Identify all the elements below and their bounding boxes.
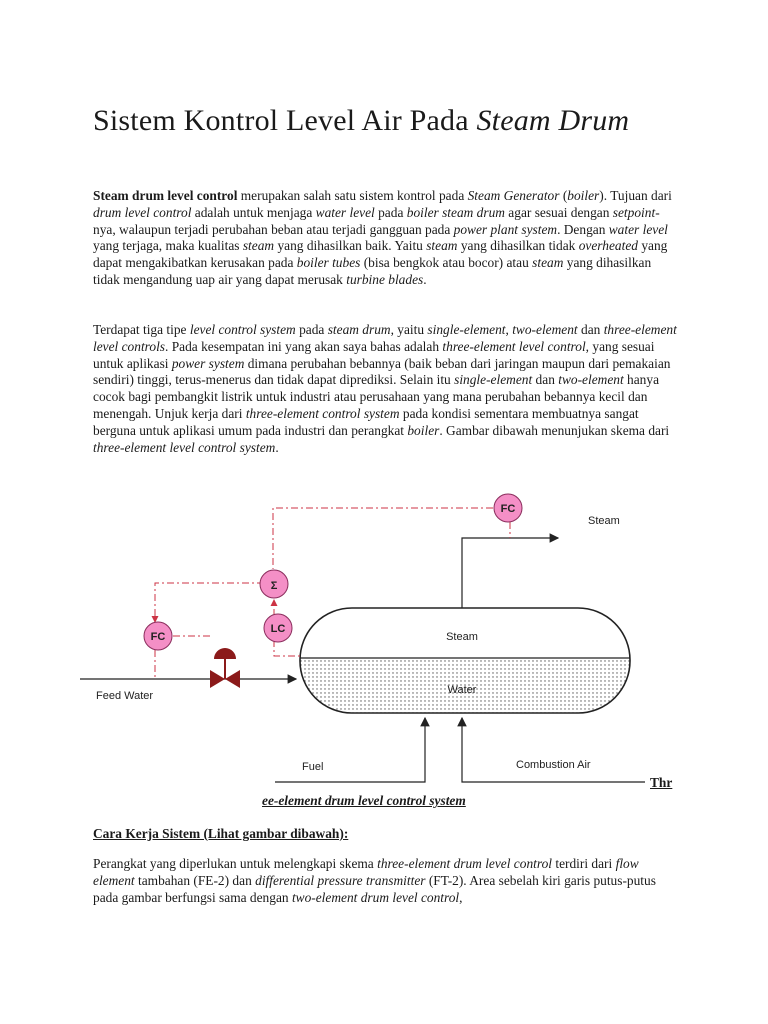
text-run: water level xyxy=(315,204,375,220)
fc-top-instrument xyxy=(494,494,522,522)
drum-water-label: Water xyxy=(447,684,477,696)
fc-left-label: FC xyxy=(150,631,166,643)
title-italic-text: Steam Drum xyxy=(476,104,630,137)
text-run: yang dihasilkan baik. Yaitu xyxy=(274,238,427,254)
text-run: two-element drum level control xyxy=(291,889,460,905)
text-run: water level xyxy=(608,221,668,237)
text-run: dimana perubahan bebannya (baik beban dari jaringan maupun dari pemakaian sendiri) tinggi, terus-menerus dan tidak dapat diprediksi. Selain itu xyxy=(93,355,671,388)
text-run: yang dapat mengakibatkan kerusakan pada xyxy=(93,238,668,271)
paragraph-intro xyxy=(93,188,678,289)
combustion-air-label: Combustion Air xyxy=(516,759,591,771)
steam-outlet-line xyxy=(462,515,620,608)
text-run: dan xyxy=(532,372,559,388)
three-element-control-diagram xyxy=(80,488,660,788)
text-run: single-element xyxy=(454,372,533,388)
text-run: (bisa bengkok atau bocor) atau xyxy=(360,255,533,271)
caption-part1: Thr xyxy=(650,775,673,790)
paragraph-types xyxy=(93,322,678,456)
paragraph-equipment xyxy=(93,856,678,906)
text-run: -nya, walaupun terjadi perubahan beban atau terjadi gangguan pada xyxy=(93,204,660,237)
feed-water-label: Feed Water xyxy=(96,690,154,702)
text-run: hanya cocok bagi pembangkit listrik untuk industri atau perusahaan yang mana perubahan bebannya kecil dan menengah. Unjuk kerja dari xyxy=(93,372,660,421)
control-valve-icon xyxy=(210,648,240,688)
text-run: (FT-2). Area sebelah kiri garis putus-putus pada gambar berfungsi sama dengan xyxy=(93,872,656,905)
text-run: boiler xyxy=(567,188,600,203)
text-run: yang dihasilkan tidak mengandung uap air yang dapat merusak xyxy=(93,255,652,287)
text-run: . Gambar dibawah menunjukan skema dari xyxy=(439,422,670,438)
text-run: adalah untuk menjaga xyxy=(191,204,316,220)
text-run: Terdapat tiga tipe xyxy=(93,322,190,337)
text-run: three-element level control system xyxy=(93,439,276,455)
text-run: tambahan (FE-2) dan xyxy=(134,872,256,888)
text-run: . xyxy=(423,271,427,287)
fuel-label: Fuel xyxy=(302,761,324,773)
text-run: three-element control system xyxy=(245,405,400,421)
text-run: , yaitu xyxy=(390,322,428,337)
text-run: single-element xyxy=(427,322,506,337)
text-run: steam xyxy=(242,238,275,254)
text-run: three-element drum level control xyxy=(377,856,552,871)
text-run: Perangkat yang diperlukan untuk melengkapi skema xyxy=(93,856,378,871)
text-run: dan xyxy=(577,322,604,337)
fc-top-label: FC xyxy=(500,503,516,515)
text-run: overheated xyxy=(578,238,638,254)
text-run: Steam Generator xyxy=(467,188,560,203)
summer-label: Σ xyxy=(270,580,278,592)
text-run: power plant system xyxy=(453,221,558,237)
text-run: ( xyxy=(559,188,568,203)
summer-instrument xyxy=(260,570,288,598)
section-heading: Cara Kerja Sistem (Lihat gambar dibawah): xyxy=(93,826,349,841)
lc-label: LC xyxy=(270,623,286,635)
text-run: flow element xyxy=(93,856,639,888)
text-run: level control system xyxy=(189,322,296,337)
text-run: steam xyxy=(426,238,458,254)
text-run: steam xyxy=(532,255,564,271)
text-run: turbine blades xyxy=(346,271,424,287)
drum-steam-label: Steam xyxy=(446,631,478,643)
text-run: two-element xyxy=(558,372,624,388)
steam-drum xyxy=(280,608,650,728)
text-run: merupakan salah satu sistem kontrol pada xyxy=(237,188,468,203)
combustion-air-line xyxy=(462,718,645,782)
text-run: steam drum xyxy=(327,322,391,337)
text-run: three-element level controls xyxy=(93,322,677,354)
text-run: yang dihasilkan tidak xyxy=(457,238,579,254)
text-run: . xyxy=(275,439,279,455)
text-run: boiler xyxy=(407,422,440,438)
lc-instrument xyxy=(264,614,292,642)
caption-part2: ee-element drum level control system xyxy=(262,793,466,808)
text-run: two-element xyxy=(512,322,578,337)
text-run: pada kondisi sementara membuatnya sangat berguna untuk aplikasi umum pada industri dan perangkat xyxy=(93,405,639,438)
feed-water-line xyxy=(80,679,296,702)
text-run: , yang sesuai untuk aplikasi xyxy=(93,338,655,371)
text-run: agar sesuai dengan xyxy=(504,204,613,220)
text-run: . Dengan xyxy=(557,221,609,237)
text-run: yang terjaga, maka kualitas xyxy=(93,238,243,254)
text-run: power system xyxy=(171,355,245,371)
text-run: . Pada kesempatan ini yang akan saya bahas adalah xyxy=(165,338,443,354)
text-run: terdiri dari xyxy=(552,856,616,871)
text-run: differential pressure transmitter xyxy=(255,872,426,888)
text-run: pada xyxy=(374,204,407,220)
text-run: ). Tujuan dari xyxy=(599,188,672,203)
fuel-line xyxy=(275,718,425,782)
fc-left-instrument xyxy=(144,622,172,650)
text-run: boiler steam drum xyxy=(406,204,505,220)
text-run: boiler tubes xyxy=(296,255,361,271)
text-run: , xyxy=(505,322,513,337)
title-text: Sistem Kontrol Level Air Pada xyxy=(93,104,477,137)
text-run: drum level control xyxy=(93,204,192,220)
text-run: , xyxy=(459,889,463,905)
text-run: pada xyxy=(295,322,328,337)
text-run: Steam drum level control xyxy=(93,188,238,203)
text-run: setpoint xyxy=(612,204,656,220)
steam-outlet-label: Steam xyxy=(588,515,620,527)
text-run: three-element level control xyxy=(442,338,586,354)
page-title xyxy=(93,104,713,138)
